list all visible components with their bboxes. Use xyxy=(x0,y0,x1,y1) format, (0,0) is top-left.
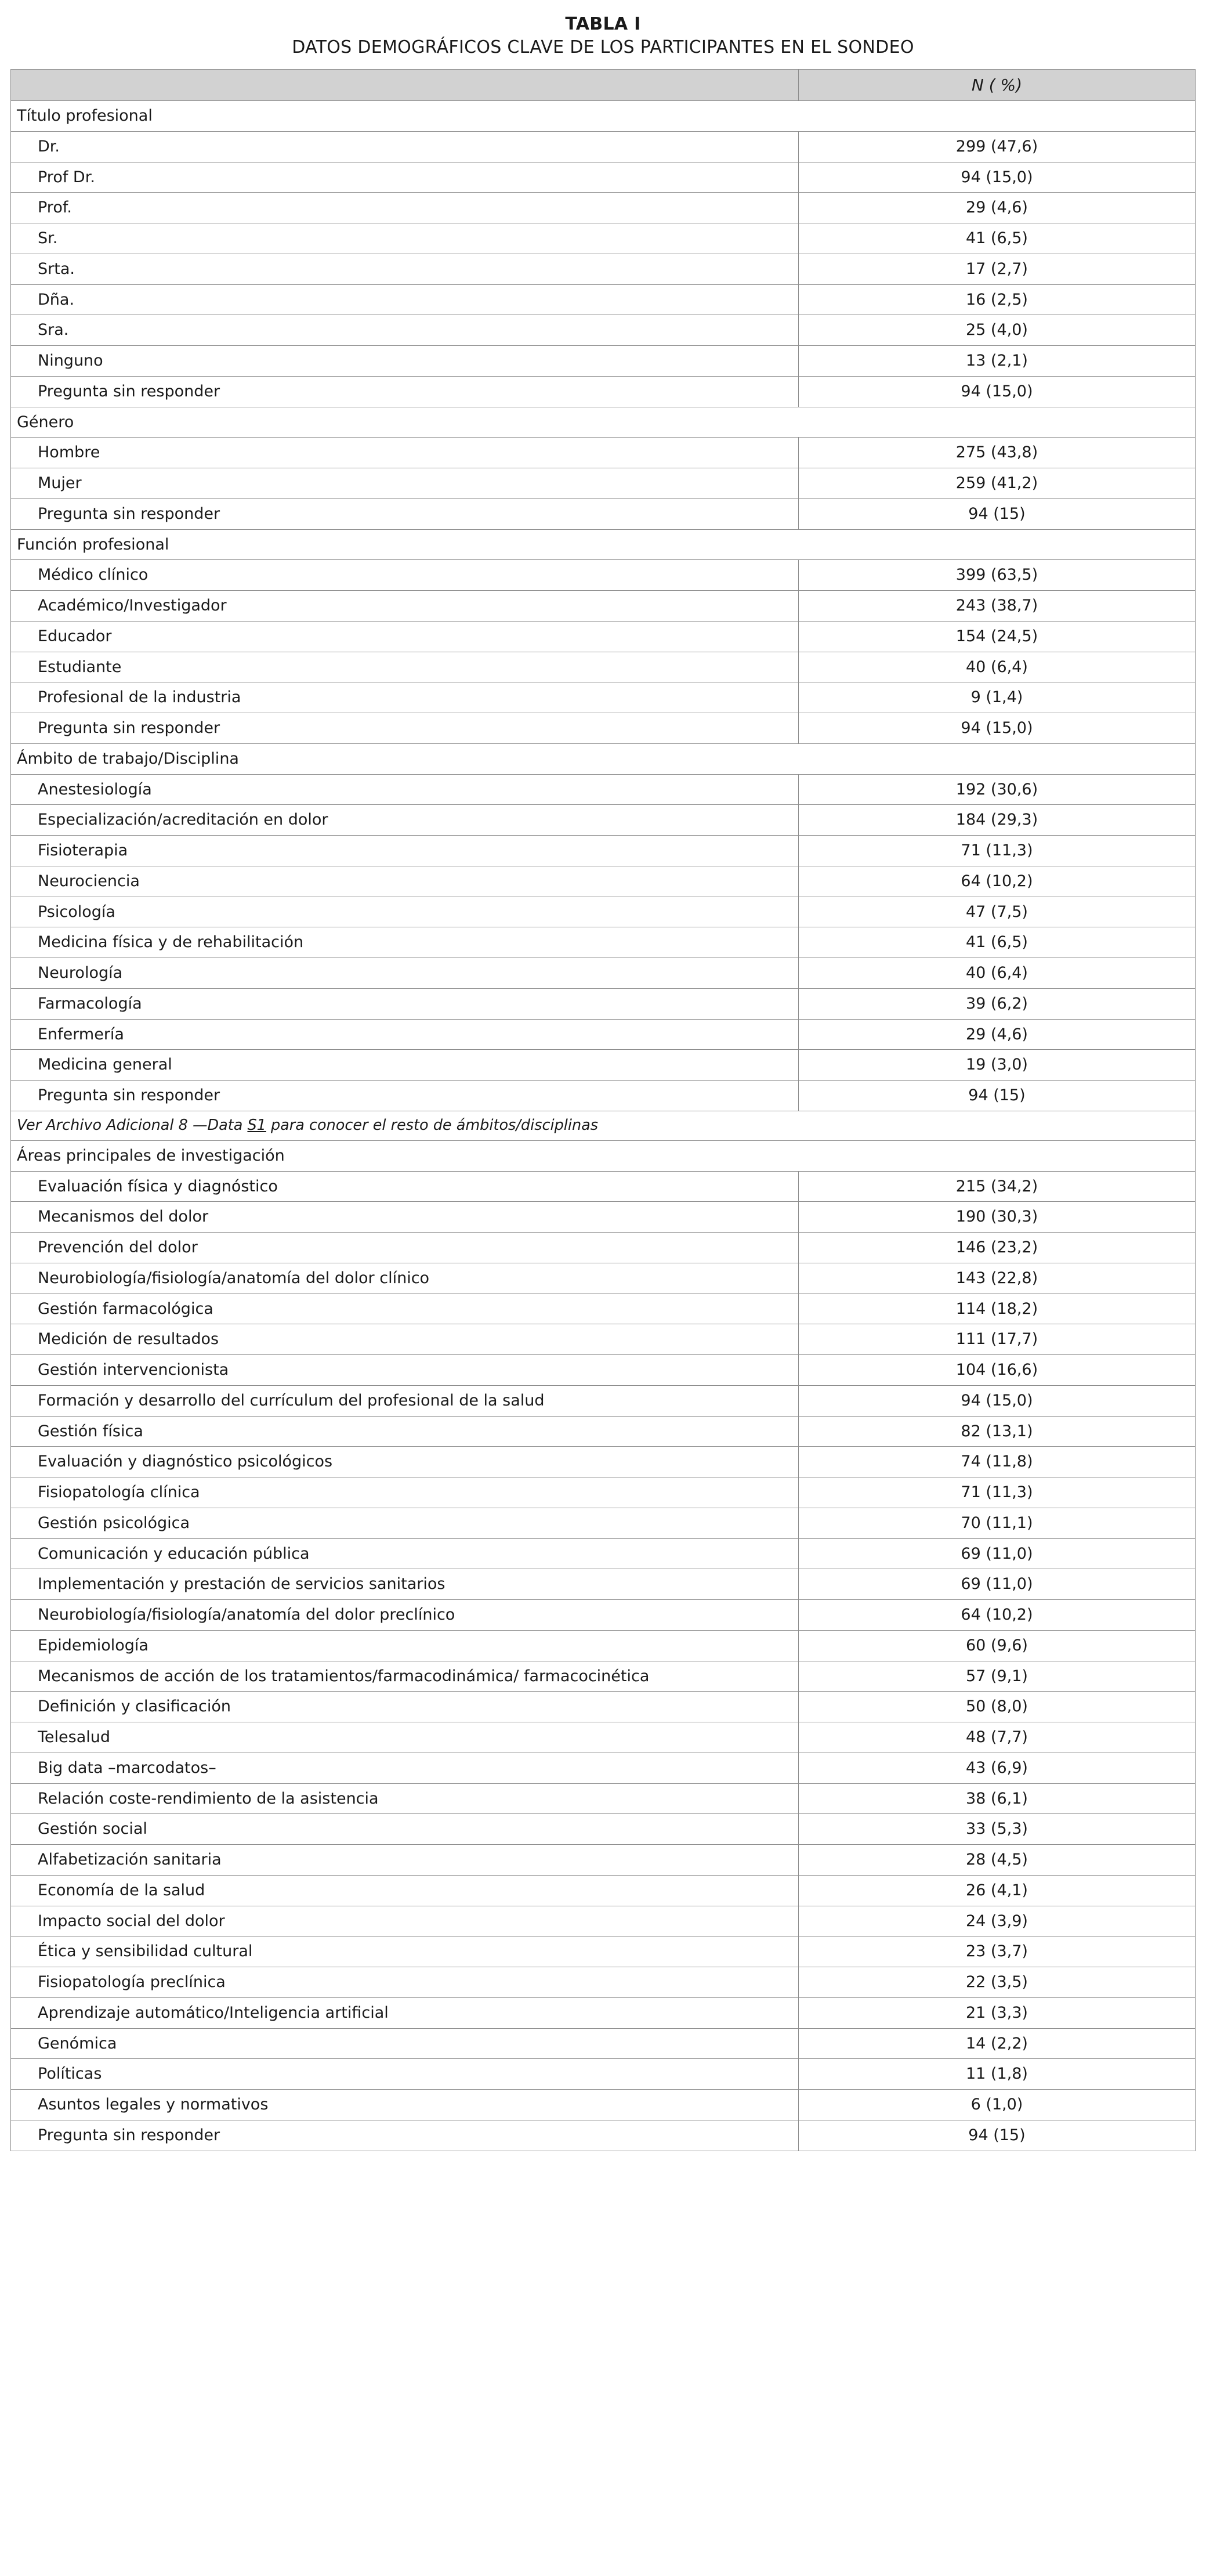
row-label: Medicina general xyxy=(11,1050,799,1081)
table-row xyxy=(11,1630,1196,1661)
row-label: Profesional de la industria xyxy=(11,682,799,713)
row-value: 299 (47,6) xyxy=(798,131,1195,162)
row-label: Definición y clasificación xyxy=(11,1692,799,1722)
footnote-suffix: para conocer el resto de ámbitos/disciplinas xyxy=(266,1116,599,1134)
row-label: Pregunta sin responder xyxy=(11,1081,799,1111)
row-value: 14 (2,2) xyxy=(798,2028,1195,2059)
table-row xyxy=(11,1233,1196,1263)
table-row xyxy=(11,1569,1196,1600)
row-label: Medición de resultados xyxy=(11,1324,799,1355)
row-value: 74 (11,8) xyxy=(798,1447,1195,1477)
demographics-table xyxy=(10,69,1196,2151)
row-label: Pregunta sin responder xyxy=(11,713,799,744)
footnote-text xyxy=(11,1111,1196,1140)
table-row xyxy=(11,1967,1196,1998)
header-cell-n-percent: N ( %) xyxy=(798,70,1195,101)
table-number: TABLA I xyxy=(565,14,641,34)
row-value: 26 (4,1) xyxy=(798,1875,1195,1906)
row-value: 17 (2,7) xyxy=(798,254,1195,284)
table-row xyxy=(11,1447,1196,1477)
table-row xyxy=(11,1171,1196,1202)
row-label: Gestión física xyxy=(11,1416,799,1447)
row-value: 41 (6,5) xyxy=(798,223,1195,254)
row-value: 23 (3,7) xyxy=(798,1936,1195,1967)
table-row xyxy=(11,1692,1196,1722)
table-row xyxy=(11,438,1196,468)
table-row xyxy=(11,284,1196,315)
row-value: 111 (17,7) xyxy=(798,1324,1195,1355)
table-row xyxy=(11,774,1196,805)
row-value: 9 (1,4) xyxy=(798,682,1195,713)
row-value: 71 (11,3) xyxy=(798,1477,1195,1508)
row-value: 11 (1,8) xyxy=(798,2059,1195,2090)
table-section-row xyxy=(11,101,1196,132)
row-label: Ética y sensibilidad cultural xyxy=(11,1936,799,1967)
row-value: 399 (63,5) xyxy=(798,560,1195,591)
row-label: Formación y desarrollo del currículum del profesional de la salud xyxy=(11,1385,799,1416)
row-label: Prevención del dolor xyxy=(11,1233,799,1263)
table-row xyxy=(11,1508,1196,1538)
row-value: 39 (6,2) xyxy=(798,988,1195,1019)
section-label: Función profesional xyxy=(11,529,1196,560)
row-label: Relación coste-rendimiento de la asistencia xyxy=(11,1783,799,1814)
table-caption xyxy=(10,13,1196,59)
row-label: Impacto social del dolor xyxy=(11,1906,799,1936)
table-row xyxy=(11,2090,1196,2120)
row-label: Mecanismos del dolor xyxy=(11,1202,799,1233)
table-title: DATOS DEMOGRÁFICOS CLAVE DE LOS PARTICIPANTES EN EL SONDEO xyxy=(292,37,914,57)
section-label: Ámbito de trabajo/Disciplina xyxy=(11,743,1196,774)
row-label: Sr. xyxy=(11,223,799,254)
row-label: Prof. xyxy=(11,193,799,223)
footnote-prefix: Ver Archivo Adicional 8 —Data xyxy=(17,1116,248,1134)
table-section-row xyxy=(11,529,1196,560)
row-value: 40 (6,4) xyxy=(798,652,1195,682)
row-label: Fisioterapia xyxy=(11,836,799,866)
section-label: Género xyxy=(11,407,1196,438)
table-section-row xyxy=(11,1140,1196,1171)
row-value: 94 (15,0) xyxy=(798,1385,1195,1416)
row-label: Gestión farmacológica xyxy=(11,1294,799,1324)
row-value: 57 (9,1) xyxy=(798,1661,1195,1692)
table-row xyxy=(11,1294,1196,1324)
table-row xyxy=(11,2120,1196,2151)
row-value: 94 (15,0) xyxy=(798,713,1195,744)
row-label: Hombre xyxy=(11,438,799,468)
table-row xyxy=(11,1263,1196,1294)
table-row xyxy=(11,1753,1196,1783)
row-value: 13 (2,1) xyxy=(798,346,1195,377)
table-header-row xyxy=(11,70,1196,101)
row-value: 184 (29,3) xyxy=(798,805,1195,836)
row-value: 21 (3,3) xyxy=(798,1997,1195,2028)
table-row xyxy=(11,652,1196,682)
table-row xyxy=(11,836,1196,866)
row-label: Telesalud xyxy=(11,1722,799,1753)
table-row xyxy=(11,682,1196,713)
section-label: Áreas principales de investigación xyxy=(11,1140,1196,1171)
row-label: Neurociencia xyxy=(11,866,799,897)
row-label: Evaluación física y diagnóstico xyxy=(11,1171,799,1202)
row-value: 243 (38,7) xyxy=(798,591,1195,622)
row-value: 38 (6,1) xyxy=(798,1783,1195,1814)
row-label: Pregunta sin responder xyxy=(11,498,799,529)
row-label: Ninguno xyxy=(11,346,799,377)
row-label: Srta. xyxy=(11,254,799,284)
row-value: 104 (16,6) xyxy=(798,1355,1195,1386)
table-row xyxy=(11,2028,1196,2059)
table-row xyxy=(11,713,1196,744)
section-label: Título profesional xyxy=(11,101,1196,132)
table-row xyxy=(11,1324,1196,1355)
table-row xyxy=(11,866,1196,897)
table-footnote-row xyxy=(11,1111,1196,1140)
row-label: Dña. xyxy=(11,284,799,315)
table-row xyxy=(11,1661,1196,1692)
row-label: Pregunta sin responder xyxy=(11,2120,799,2151)
row-label: Genómica xyxy=(11,2028,799,2059)
row-value: 47 (7,5) xyxy=(798,897,1195,927)
row-label: Comunicación y educación pública xyxy=(11,1538,799,1569)
row-value: 143 (22,8) xyxy=(798,1263,1195,1294)
row-label: Fisiopatología preclínica xyxy=(11,1967,799,1998)
row-label: Mujer xyxy=(11,468,799,499)
row-label: Neurobiología/fisiología/anatomía del dolor preclínico xyxy=(11,1600,799,1631)
row-label: Políticas xyxy=(11,2059,799,2090)
table-row xyxy=(11,1845,1196,1876)
row-value: 146 (23,2) xyxy=(798,1233,1195,1263)
row-value: 50 (8,0) xyxy=(798,1692,1195,1722)
row-value: 259 (41,2) xyxy=(798,468,1195,499)
row-label: Anestesiología xyxy=(11,774,799,805)
row-value: 43 (6,9) xyxy=(798,1753,1195,1783)
row-label: Neurología xyxy=(11,958,799,989)
table-row xyxy=(11,131,1196,162)
header-cell-blank xyxy=(11,70,799,101)
row-value: 6 (1,0) xyxy=(798,2090,1195,2120)
row-label: Dr. xyxy=(11,131,799,162)
row-value: 40 (6,4) xyxy=(798,958,1195,989)
row-value: 192 (30,6) xyxy=(798,774,1195,805)
row-label: Psicología xyxy=(11,897,799,927)
row-label: Especialización/acreditación en dolor xyxy=(11,805,799,836)
row-label: Fisiopatología clínica xyxy=(11,1477,799,1508)
row-value: 215 (34,2) xyxy=(798,1171,1195,1202)
row-label: Mecanismos de acción de los tratamientos/farmacodinámica/ farmacocinética xyxy=(11,1661,799,1692)
row-value: 16 (2,5) xyxy=(798,284,1195,315)
row-value: 60 (9,6) xyxy=(798,1630,1195,1661)
table-row xyxy=(11,1722,1196,1753)
row-label: Medicina física y de rehabilitación xyxy=(11,927,799,958)
row-label: Enfermería xyxy=(11,1019,799,1050)
table-row xyxy=(11,1416,1196,1447)
table-row xyxy=(11,1906,1196,1936)
table-row xyxy=(11,1355,1196,1386)
row-value: 154 (24,5) xyxy=(798,621,1195,652)
row-value: 114 (18,2) xyxy=(798,1294,1195,1324)
row-label: Asuntos legales y normativos xyxy=(11,2090,799,2120)
table-row xyxy=(11,988,1196,1019)
row-value: 94 (15,0) xyxy=(798,376,1195,407)
row-value: 41 (6,5) xyxy=(798,927,1195,958)
row-value: 190 (30,3) xyxy=(798,1202,1195,1233)
row-value: 82 (13,1) xyxy=(798,1416,1195,1447)
row-label: Farmacología xyxy=(11,988,799,1019)
table-row xyxy=(11,346,1196,377)
row-label: Médico clínico xyxy=(11,560,799,591)
table-row xyxy=(11,927,1196,958)
table-row xyxy=(11,1997,1196,2028)
table-row xyxy=(11,958,1196,989)
table-row xyxy=(11,897,1196,927)
row-label: Epidemiología xyxy=(11,1630,799,1661)
table-row xyxy=(11,468,1196,499)
row-value: 64 (10,2) xyxy=(798,1600,1195,1631)
row-value: 69 (11,0) xyxy=(798,1569,1195,1600)
table-section-row xyxy=(11,407,1196,438)
table-row xyxy=(11,1081,1196,1111)
table-row xyxy=(11,1600,1196,1631)
row-value: 71 (11,3) xyxy=(798,836,1195,866)
table-row xyxy=(11,560,1196,591)
row-value: 22 (3,5) xyxy=(798,1967,1195,1998)
row-value: 94 (15) xyxy=(798,2120,1195,2151)
row-label: Big data –marcodatos– xyxy=(11,1753,799,1783)
table-row xyxy=(11,591,1196,622)
table-row xyxy=(11,1936,1196,1967)
row-value: 33 (5,3) xyxy=(798,1814,1195,1845)
table-row xyxy=(11,1783,1196,1814)
table-row xyxy=(11,376,1196,407)
row-value: 275 (43,8) xyxy=(798,438,1195,468)
table-row xyxy=(11,193,1196,223)
table-row xyxy=(11,498,1196,529)
table-row xyxy=(11,1538,1196,1569)
row-label: Sra. xyxy=(11,315,799,346)
table-row xyxy=(11,2059,1196,2090)
row-label: Gestión social xyxy=(11,1814,799,1845)
table-section-row xyxy=(11,743,1196,774)
row-label: Economía de la salud xyxy=(11,1875,799,1906)
table-row xyxy=(11,1202,1196,1233)
table-row xyxy=(11,162,1196,193)
row-value: 29 (4,6) xyxy=(798,193,1195,223)
row-label: Gestión intervencionista xyxy=(11,1355,799,1386)
table-row xyxy=(11,254,1196,284)
table-row xyxy=(11,805,1196,836)
row-value: 64 (10,2) xyxy=(798,866,1195,897)
row-value: 94 (15) xyxy=(798,1081,1195,1111)
table-row xyxy=(11,315,1196,346)
row-label: Estudiante xyxy=(11,652,799,682)
row-value: 19 (3,0) xyxy=(798,1050,1195,1081)
table-row xyxy=(11,621,1196,652)
row-label: Aprendizaje automático/Inteligencia artificial xyxy=(11,1997,799,2028)
row-label: Implementación y prestación de servicios sanitarios xyxy=(11,1569,799,1600)
table-row xyxy=(11,1385,1196,1416)
row-value: 94 (15) xyxy=(798,498,1195,529)
row-label: Pregunta sin responder xyxy=(11,376,799,407)
row-value: 24 (3,9) xyxy=(798,1906,1195,1936)
row-value: 28 (4,5) xyxy=(798,1845,1195,1876)
row-value: 69 (11,0) xyxy=(798,1538,1195,1569)
row-label: Académico/Investigador xyxy=(11,591,799,622)
row-value: 48 (7,7) xyxy=(798,1722,1195,1753)
row-label: Evaluación y diagnóstico psicológicos xyxy=(11,1447,799,1477)
row-value: 94 (15,0) xyxy=(798,162,1195,193)
table-row xyxy=(11,1814,1196,1845)
row-value: 25 (4,0) xyxy=(798,315,1195,346)
table-row xyxy=(11,223,1196,254)
row-value: 29 (4,6) xyxy=(798,1019,1195,1050)
row-label: Neurobiología/fisiología/anatomía del dolor clínico xyxy=(11,1263,799,1294)
footnote-link[interactable]: S1 xyxy=(247,1116,266,1134)
row-label: Gestión psicológica xyxy=(11,1508,799,1538)
row-label: Prof Dr. xyxy=(11,162,799,193)
table-row xyxy=(11,1019,1196,1050)
row-label: Alfabetización sanitaria xyxy=(11,1845,799,1876)
table-row xyxy=(11,1477,1196,1508)
table-row xyxy=(11,1050,1196,1081)
row-label: Educador xyxy=(11,621,799,652)
row-value: 70 (11,1) xyxy=(798,1508,1195,1538)
table-row xyxy=(11,1875,1196,1906)
